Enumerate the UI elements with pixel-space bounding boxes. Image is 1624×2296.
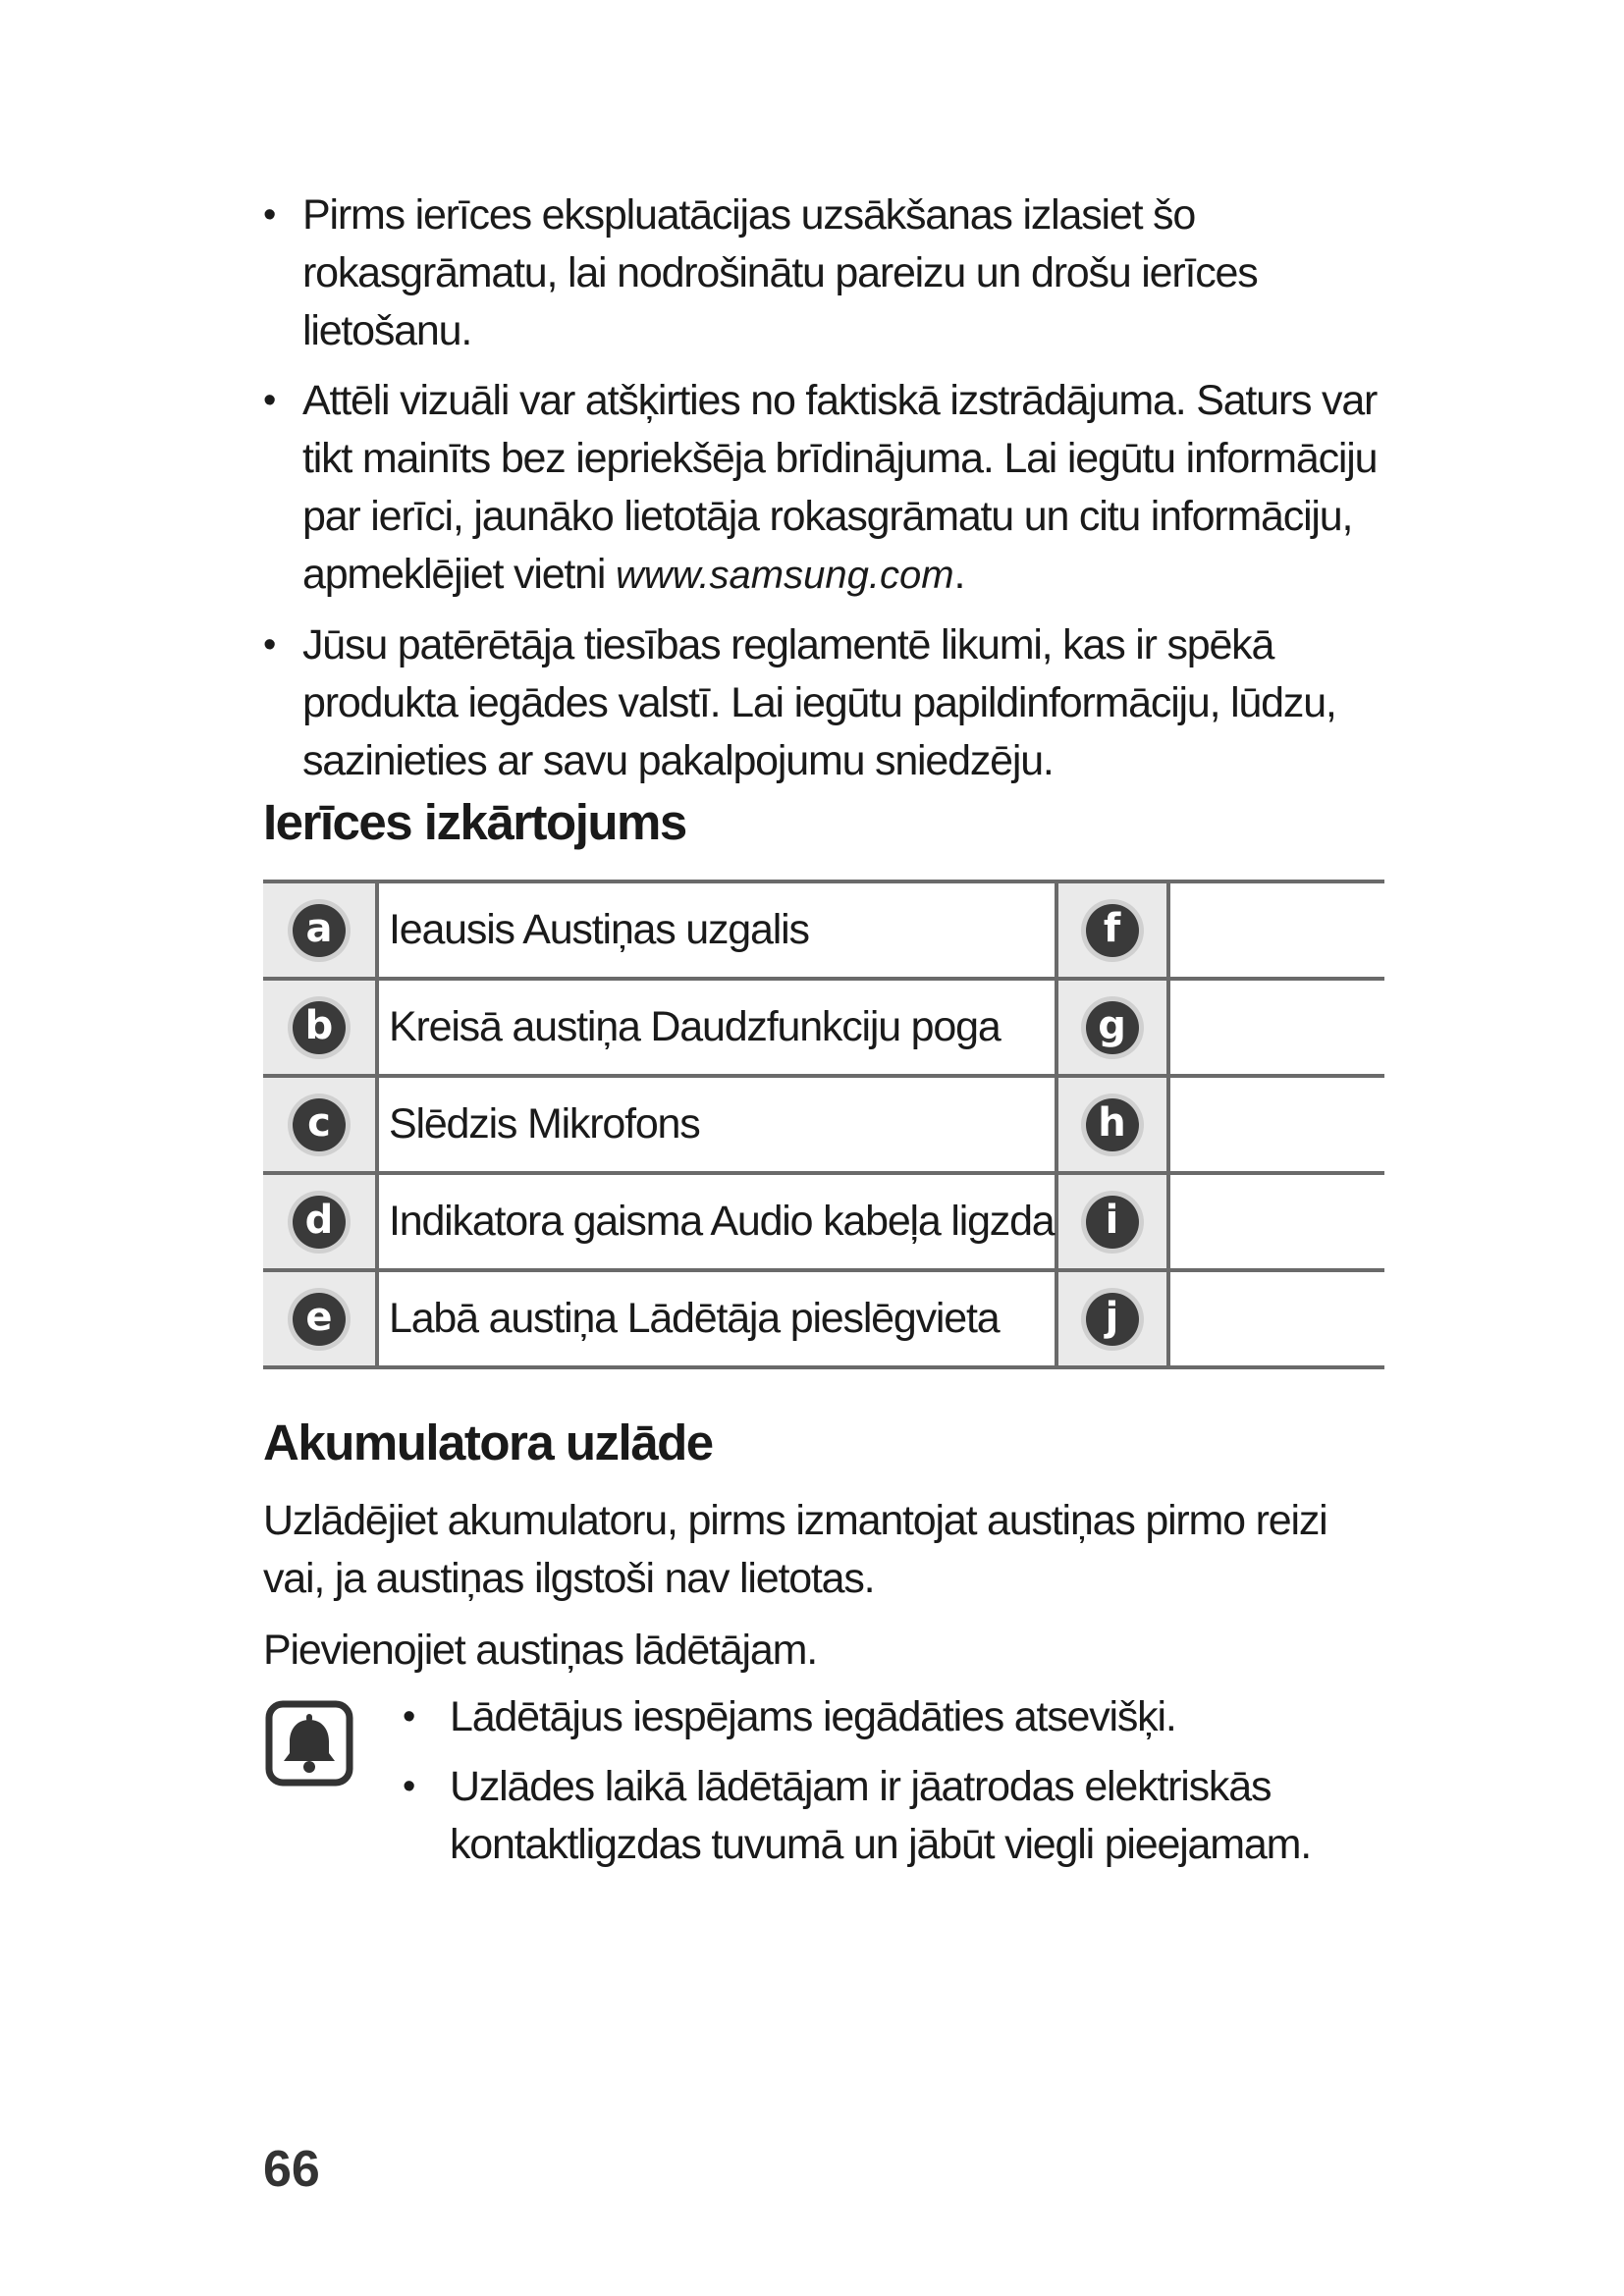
section-title-battery-charging: Akumulatora uzlāde xyxy=(263,1415,713,1470)
note-bullet-text: Uzlādes laikā lādētājam ir jāatrodas elektriskās kontaktligzdas tuvumā un jābūt viegli pieejamam. xyxy=(450,1763,1311,1868)
layout-label xyxy=(1168,1173,1384,1270)
layout-letter-cell xyxy=(1056,1076,1168,1173)
layout-label: Labā austiņa Lādētāja pieslēgvieta xyxy=(377,1270,1056,1367)
layout-label: Ieausis Austiņas uzgalis xyxy=(377,881,1056,979)
layout-letter-cell xyxy=(263,1270,377,1367)
layout-label: Slēdzis Mikrofons xyxy=(377,1076,1056,1173)
intro-bullet-item xyxy=(263,372,1392,605)
layout-row xyxy=(263,1076,1384,1173)
website-link[interactable]: www.samsung.com xyxy=(615,554,954,597)
intro-bullet-item xyxy=(263,616,1392,790)
layout-row xyxy=(263,881,1384,979)
page-number: 66 xyxy=(263,2141,320,2198)
letter-marker-icon: c xyxy=(293,1098,346,1151)
letter-marker-icon: e xyxy=(293,1293,346,1346)
letter-marker-icon: a xyxy=(293,904,346,957)
section-title-device-layout: Ierīces izkārtojums xyxy=(263,794,686,850)
layout-row xyxy=(263,979,1384,1076)
letter-marker-icon: i xyxy=(1086,1196,1139,1249)
bell-notice-icon xyxy=(263,1696,361,1794)
intro-bullet-text: Pirms ierīces ekspluatācijas uzsākšanas izlasiet šo rokasgrāmatu, lai nodrošinātu pareizu un drošu ierīces lietošanu. xyxy=(302,191,1258,354)
layout-letter-cell xyxy=(263,1076,377,1173)
letter-marker-icon: f xyxy=(1086,904,1139,957)
layout-letter-cell xyxy=(1056,979,1168,1076)
layout-label xyxy=(1168,881,1384,979)
layout-letter-cell xyxy=(1056,881,1168,979)
letter-marker-icon: h xyxy=(1086,1098,1139,1151)
intro-bullet-item xyxy=(263,187,1392,360)
url-period: . xyxy=(953,551,965,598)
note-bullet-item xyxy=(403,1688,1345,1746)
note-bullet-text: Lādētājus iespējams iegādāties atsevišķi. xyxy=(450,1693,1176,1740)
layout-letter-cell xyxy=(1056,1270,1168,1367)
letter-marker-icon: d xyxy=(293,1196,346,1249)
layout-label xyxy=(1168,979,1384,1076)
letter-marker-icon: g xyxy=(1086,1001,1139,1054)
bullet-dot: • xyxy=(263,380,276,421)
layout-letter-cell xyxy=(263,1173,377,1270)
bullet-dot: • xyxy=(403,1696,415,1737)
bullet-dot: • xyxy=(263,624,276,666)
bullet-dot: • xyxy=(403,1766,415,1807)
layout-letter-cell xyxy=(263,881,377,979)
device-layout-table xyxy=(263,880,1384,1369)
layout-row xyxy=(263,1270,1384,1367)
note-bullet-item xyxy=(403,1758,1345,1874)
layout-label xyxy=(1168,1076,1384,1173)
intro-bullet-text: Jūsu patērētāja tiesības reglamentē likumi, kas ir spēkā produkta iegādes valstī. Lai iegūtu papildinformāciju, lūdzu, sazinieties ar savu pakalpojumu sniedzēju. xyxy=(302,621,1336,784)
intro-bullet-text: Attēli vizuāli var atšķirties no faktiskā izstrādājuma. Saturs var tikt mainīts bez iepriekšēja brīdinājuma. Lai iegūtu informāciju par ierīci, jaunāko lietotāja rokasgrāmatu un citu informāciju, apmeklējiet vietni xyxy=(302,377,1378,598)
letter-marker-icon: j xyxy=(1086,1293,1139,1346)
layout-label: Kreisā austiņa Daudzfunkciju poga xyxy=(377,979,1056,1076)
intro-bullet-list xyxy=(263,187,1392,802)
charging-instruction: Pievienojiet austiņas lādētājam. xyxy=(263,1627,817,1674)
bullet-dot: • xyxy=(263,194,276,236)
layout-row xyxy=(263,1173,1384,1270)
letter-marker-icon: b xyxy=(293,1001,346,1054)
layout-label: Indikatora gaisma Audio kabeļa ligzda xyxy=(377,1173,1056,1270)
layout-letter-cell xyxy=(1056,1173,1168,1270)
note-bullet-list xyxy=(403,1688,1345,1886)
layout-label xyxy=(1168,1270,1384,1367)
charging-paragraph: Uzlādējiet akumulatoru, pirms izmantojat austiņas pirmo reizi vai, ja austiņas ilgstoši nav lietotas. xyxy=(263,1497,1327,1602)
layout-letter-cell xyxy=(263,979,377,1076)
